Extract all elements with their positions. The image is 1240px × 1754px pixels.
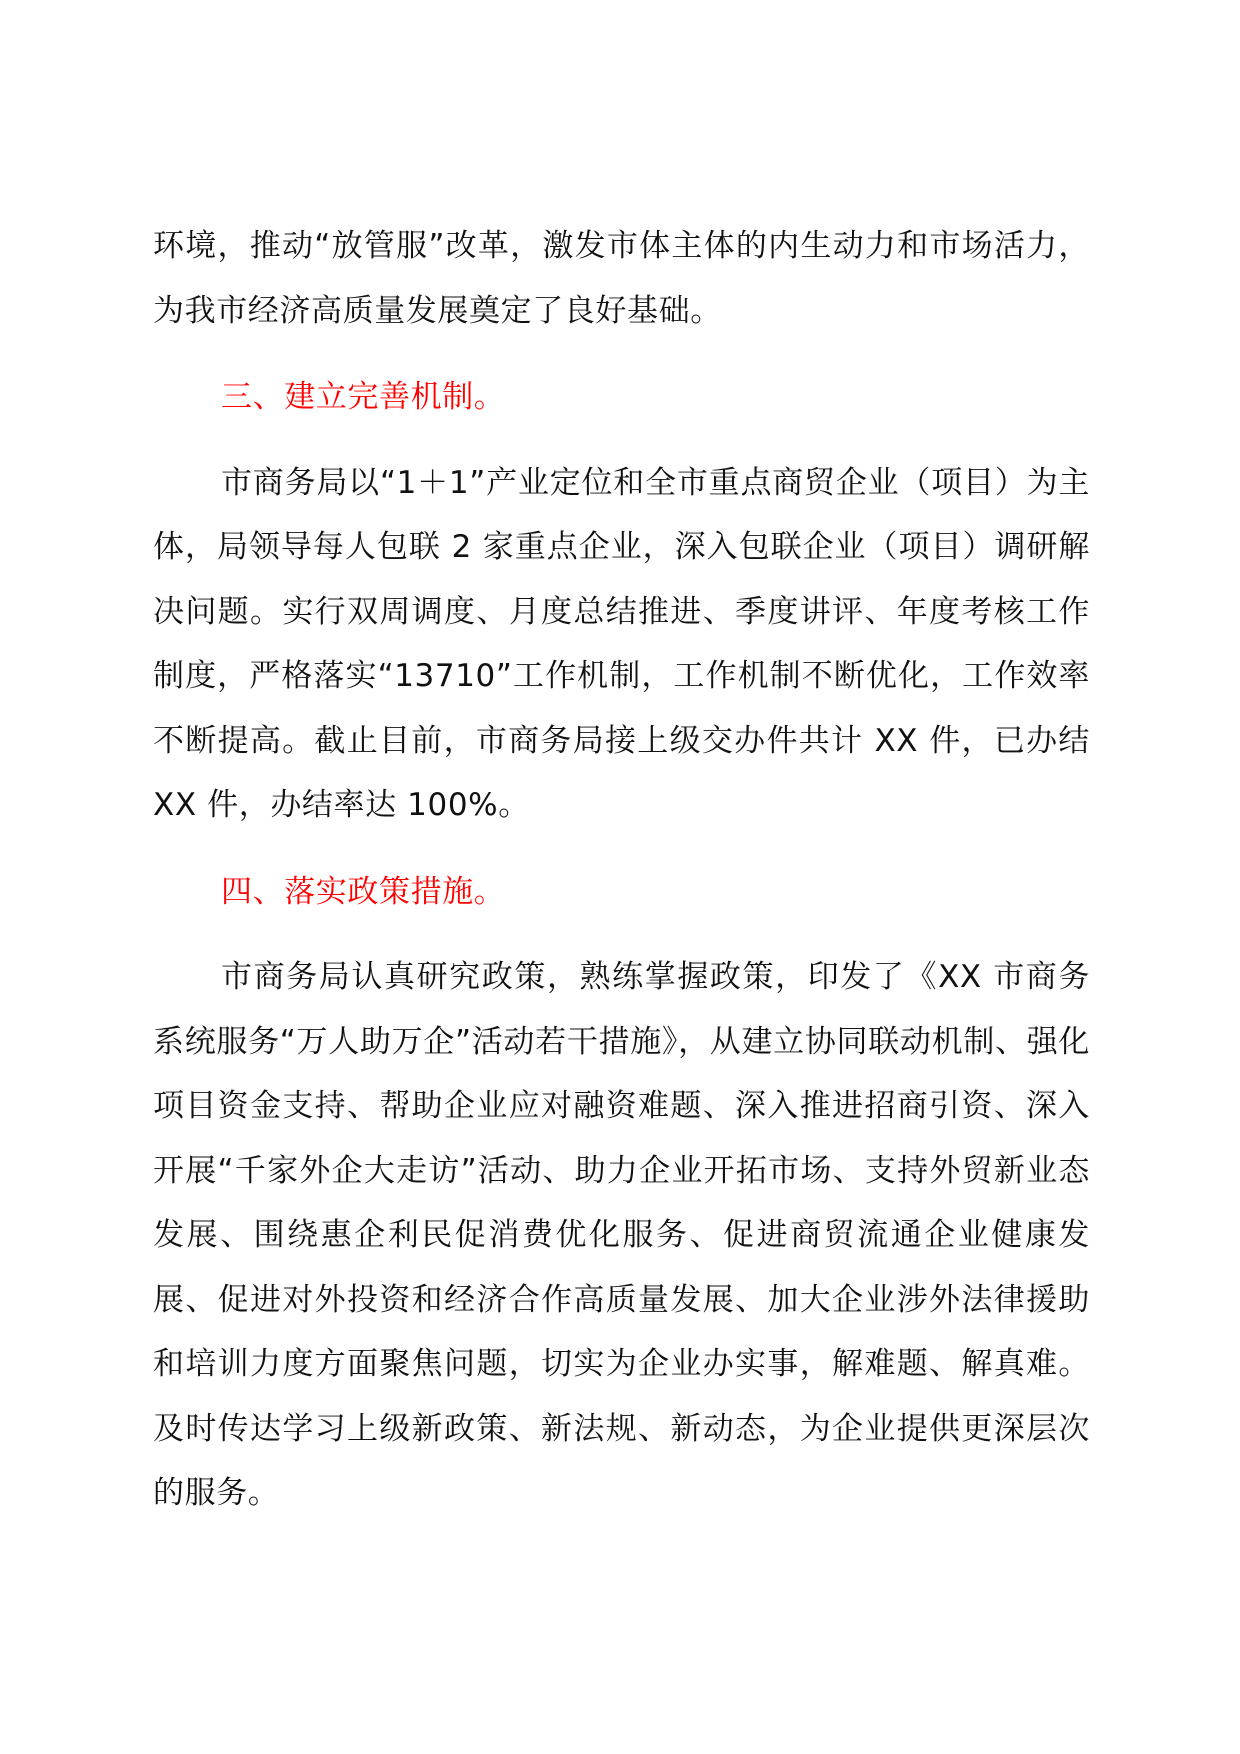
document-body <box>153 214 1090 1526</box>
continuation-paragraph: 环境，推动“放管服”改革，激发市体主体的内生动力和市场活力，为我市经济高质量发展奠定了良好基础。 <box>153 228 1090 329</box>
section-3-heading: 三、建立完善机制。 <box>221 379 506 415</box>
section-3-paragraph: 市商务局以“1＋1”产业定位和全市重点商贸企业（项目）为主体，局领导每人包联 2 家重点企业，深入包联企业（项目）调研解决问题。实行双周调度、月度总结推进、季度讲评、年度考核工作制度，严格落实“13710”工作机制，工作机制不断优化，工作效率不断提高。截止目前，市商务局接上级交办件共计 XX 件，已办结 XX 件，办结率达 100%。 <box>153 464 1090 823</box>
section-4-paragraph: 市商务局认真研究政策，熟练掌握政策，印发了《XX 市商务系统服务“万人助万企”活动若干措施》，从建立协同联动机制、强化项目资金支持、帮助企业应对融资难题、深入推进招商引资、深入开展“千家外企大走访”活动、助力企业开拓市场、支持外贸新业态发展、围绕惠企利民促消费优化服务、促进商贸流通企业健康发展、促进对外投资和经济合作高质量发展、加大企业涉外法律援助和培训力度方面聚焦问题，切实为企业办实事，解难题、解真难。及时传达学习上级新政策、新法规、新动态，为企业提供更深层次的服务。 <box>153 959 1090 1511</box>
section-4-heading: 四、落实政策措施。 <box>221 873 506 910</box>
